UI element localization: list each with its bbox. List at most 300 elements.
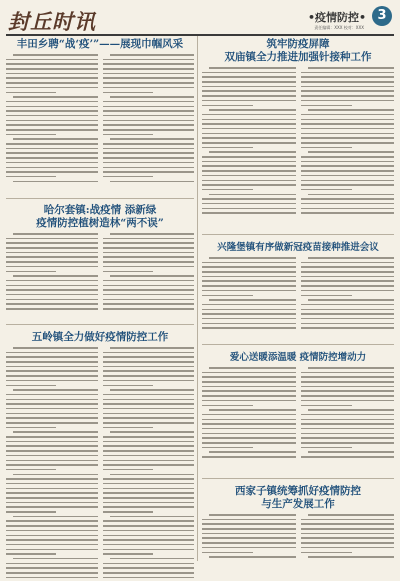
text-line	[6, 483, 98, 485]
text-line	[6, 110, 98, 112]
text-line	[202, 208, 296, 210]
text-line	[301, 381, 395, 383]
text-line	[301, 184, 395, 186]
text-line	[209, 556, 295, 558]
article-xinglongbao	[202, 239, 394, 341]
text-line	[301, 290, 395, 292]
text-line	[6, 502, 98, 504]
text-line	[6, 361, 98, 363]
text-line	[202, 395, 296, 397]
text-line	[103, 87, 195, 89]
text-line	[110, 275, 194, 277]
text-line	[202, 142, 296, 144]
text-line	[301, 266, 395, 268]
text-line	[6, 101, 98, 103]
text-line	[103, 124, 195, 126]
text-line	[6, 120, 98, 122]
text-line	[202, 381, 296, 383]
text-line	[6, 308, 98, 310]
text-line	[110, 138, 194, 140]
text-line	[6, 366, 98, 368]
article-body	[202, 257, 394, 332]
text-line	[202, 271, 296, 273]
article-divider	[202, 344, 394, 345]
article-divider	[202, 234, 394, 235]
text-line	[202, 212, 296, 214]
text-line	[103, 280, 195, 282]
text-line	[301, 442, 395, 444]
text-line	[6, 59, 98, 61]
text-line	[103, 502, 195, 504]
text-line	[209, 299, 295, 301]
text-line	[202, 161, 296, 163]
text-line	[103, 110, 195, 112]
article-headline: 五岭镇全力做好疫情防控工作	[31, 331, 169, 343]
text-line	[202, 189, 253, 191]
text-line	[202, 313, 296, 315]
text-line	[6, 266, 98, 268]
text-line	[6, 370, 98, 372]
text-line	[301, 304, 395, 306]
text-line	[6, 441, 98, 443]
text-line	[301, 400, 395, 402]
text-line	[13, 558, 97, 560]
text-line	[6, 535, 98, 537]
text-line	[6, 413, 98, 415]
text-line	[301, 100, 395, 102]
text-line	[301, 419, 395, 421]
text-line	[6, 176, 56, 178]
article-headline	[6, 204, 194, 230]
text-line	[103, 385, 153, 387]
text-line	[301, 295, 352, 297]
text-line	[301, 519, 395, 521]
text-line	[6, 82, 98, 84]
section-label: •疫情防控•	[307, 11, 366, 24]
text-line	[202, 386, 296, 388]
text-line	[103, 73, 195, 75]
text-line	[308, 367, 394, 369]
text-line	[103, 171, 195, 173]
text-line	[6, 408, 98, 410]
text-line	[103, 266, 195, 268]
text-line	[6, 129, 98, 131]
text-line	[301, 133, 395, 135]
headline-line: 哈尔套镇:战疫情 添新绿	[43, 204, 157, 216]
text-line	[103, 488, 195, 490]
text-line	[103, 134, 153, 136]
text-line	[103, 59, 195, 61]
text-line	[13, 516, 97, 518]
text-line	[103, 242, 195, 244]
text-line	[301, 437, 395, 439]
text-line	[6, 422, 98, 424]
text-line	[6, 148, 98, 150]
text-line	[301, 433, 395, 435]
text-line	[301, 428, 395, 430]
text-line	[209, 109, 295, 111]
text-line	[103, 413, 195, 415]
text-line	[103, 572, 195, 574]
text-line	[6, 572, 98, 574]
text-line	[6, 455, 98, 457]
text-line	[301, 537, 395, 539]
text-line	[6, 375, 98, 377]
text-line	[202, 156, 296, 158]
text-line	[202, 203, 296, 205]
text-line	[103, 492, 195, 494]
text-line	[6, 469, 56, 471]
text-line	[202, 72, 296, 74]
text-line	[209, 409, 295, 411]
text-line	[6, 115, 98, 117]
text-line	[301, 137, 395, 139]
text-line	[110, 181, 194, 183]
text-line	[6, 563, 98, 565]
text-line	[301, 395, 395, 397]
text-line	[6, 460, 98, 462]
text-line	[110, 431, 194, 433]
text-line	[301, 528, 395, 530]
text-line	[103, 544, 195, 546]
article-headline: 丰田乡聘“战‘疫’”——展现巾帼风采	[16, 38, 184, 50]
text-line	[202, 295, 253, 297]
text-line	[103, 82, 195, 84]
text-line	[103, 408, 195, 410]
text-line	[202, 100, 296, 102]
text-line	[301, 271, 395, 273]
text-line	[202, 266, 296, 268]
text-line	[103, 106, 195, 108]
text-line	[202, 184, 296, 186]
article-divider	[6, 198, 194, 199]
text-line	[202, 542, 296, 544]
text-line	[6, 356, 98, 358]
text-line	[6, 394, 98, 396]
text-line	[103, 162, 195, 164]
text-line	[110, 389, 194, 391]
article-xijiazi	[202, 483, 394, 563]
text-line	[6, 106, 98, 108]
text-line	[301, 114, 395, 116]
text-line	[103, 271, 153, 273]
text-line	[202, 552, 253, 554]
headline-line: 西家子镇统筹抓好疫情防控	[235, 485, 361, 497]
article-body	[6, 233, 194, 313]
text-line	[6, 530, 98, 532]
text-line	[6, 252, 98, 254]
text-line	[103, 252, 195, 254]
text-line	[301, 147, 352, 149]
text-line	[6, 385, 56, 387]
text-line	[301, 318, 395, 320]
text-line	[301, 547, 395, 549]
text-line	[103, 539, 195, 541]
text-line	[103, 535, 195, 537]
text-line	[103, 455, 195, 457]
text-line	[110, 516, 194, 518]
text-line	[103, 63, 195, 65]
text-line	[6, 68, 98, 70]
text-line	[202, 447, 253, 449]
text-line	[6, 450, 98, 452]
text-line	[103, 308, 195, 310]
text-line	[103, 577, 195, 579]
text-line	[301, 76, 395, 78]
text-line	[202, 376, 296, 378]
text-line	[103, 361, 195, 363]
text-line	[301, 189, 352, 191]
text-line	[103, 238, 195, 240]
text-line	[103, 380, 195, 382]
text-line	[13, 431, 97, 433]
text-line	[13, 389, 97, 391]
text-line	[202, 419, 296, 421]
text-line	[202, 533, 296, 535]
text-line	[103, 511, 153, 513]
article-fengtian	[6, 36, 194, 196]
text-line	[6, 280, 98, 282]
article-body	[6, 347, 194, 581]
text-line	[202, 128, 296, 130]
text-line	[6, 464, 98, 466]
text-line	[6, 488, 98, 490]
text-line	[103, 129, 195, 131]
text-line	[301, 376, 395, 378]
article-body	[202, 514, 394, 561]
text-line	[202, 105, 253, 107]
text-line	[6, 553, 56, 555]
text-line	[209, 194, 295, 196]
text-line	[6, 539, 98, 541]
text-line	[6, 478, 98, 480]
text-line	[209, 151, 295, 153]
text-line	[103, 247, 195, 249]
text-line	[301, 390, 395, 392]
text-line	[301, 90, 395, 92]
text-line	[202, 537, 296, 539]
text-line	[103, 525, 195, 527]
text-line	[103, 148, 195, 150]
text-line	[6, 77, 98, 79]
text-line	[6, 256, 98, 258]
text-line	[103, 294, 195, 296]
text-line	[6, 427, 56, 429]
text-line	[202, 81, 296, 83]
article-divider	[6, 324, 194, 325]
text-line	[301, 161, 395, 163]
text-line	[301, 414, 395, 416]
text-line	[301, 262, 395, 264]
text-line	[202, 327, 296, 329]
text-line	[103, 553, 153, 555]
text-line	[301, 386, 395, 388]
text-line	[301, 203, 395, 205]
text-line	[301, 212, 395, 214]
text-line	[103, 478, 195, 480]
text-line	[202, 180, 296, 182]
text-line	[202, 147, 253, 149]
text-line	[6, 511, 56, 513]
text-line	[202, 119, 296, 121]
text-line	[301, 552, 352, 554]
text-line	[13, 474, 97, 476]
text-line	[6, 152, 98, 154]
text-line	[103, 356, 195, 358]
text-line	[103, 436, 195, 438]
text-line	[110, 474, 194, 476]
text-line	[308, 451, 394, 453]
text-line	[301, 142, 395, 144]
text-line	[6, 167, 98, 169]
text-line	[103, 299, 195, 301]
text-line	[202, 456, 296, 458]
article-aixin	[202, 349, 394, 475]
text-line	[6, 520, 98, 522]
text-line	[202, 262, 296, 264]
text-line	[110, 54, 194, 56]
text-line	[6, 157, 98, 159]
article-headline: 爱心送暖添温暖 疫情防控增动力	[229, 352, 367, 363]
text-line	[13, 347, 97, 349]
text-line	[301, 170, 395, 172]
text-line	[301, 405, 352, 407]
text-line	[202, 90, 296, 92]
text-line	[301, 372, 395, 374]
text-line	[6, 92, 56, 94]
text-line	[103, 450, 195, 452]
text-line	[103, 427, 153, 429]
text-line	[6, 247, 98, 249]
article-haertao	[6, 202, 194, 320]
text-line	[13, 275, 97, 277]
headline-line: 疫情防控植树造林“两不误”	[36, 217, 164, 229]
text-line	[308, 67, 394, 69]
text-line	[202, 323, 296, 325]
text-line	[301, 95, 395, 97]
article-wuling	[6, 329, 194, 559]
text-line	[301, 313, 395, 315]
text-line	[202, 95, 296, 97]
text-line	[301, 81, 395, 83]
text-line	[103, 483, 195, 485]
text-line	[103, 115, 195, 117]
text-line	[103, 530, 195, 532]
text-line	[103, 101, 195, 103]
headline-line: 与生产发展工作	[261, 498, 335, 510]
text-line	[301, 156, 395, 158]
text-line	[6, 544, 98, 546]
article-shuangmiao	[202, 36, 394, 230]
text-line	[6, 577, 98, 579]
text-line	[13, 54, 97, 56]
article-body	[6, 54, 194, 185]
article-divider	[202, 478, 394, 479]
text-line	[103, 68, 195, 70]
column-divider	[197, 36, 198, 561]
text-line	[6, 124, 98, 126]
text-line	[110, 233, 194, 235]
text-line	[202, 276, 296, 278]
text-line	[308, 409, 394, 411]
text-line	[6, 352, 98, 354]
text-line	[301, 542, 395, 544]
page-number-badge: 3	[372, 6, 392, 26]
text-line	[103, 370, 195, 372]
article-body	[202, 367, 394, 461]
headline-line: 双庙镇全力推进加强针接种工作	[224, 51, 372, 63]
text-line	[103, 464, 195, 466]
text-line	[103, 256, 195, 258]
text-line	[301, 105, 352, 107]
headline-line: 筑牢防疫屏障	[266, 38, 330, 50]
text-line	[103, 303, 195, 305]
text-line	[301, 327, 395, 329]
text-line	[202, 318, 296, 320]
text-line	[103, 77, 195, 79]
text-line	[308, 151, 394, 153]
text-line	[6, 497, 98, 499]
text-line	[103, 417, 195, 419]
text-line	[202, 523, 296, 525]
text-line	[202, 198, 296, 200]
text-line	[6, 261, 98, 263]
text-line	[202, 137, 296, 139]
text-line	[202, 170, 296, 172]
text-line	[6, 417, 98, 419]
text-line	[209, 67, 295, 69]
text-line	[6, 238, 98, 240]
text-line	[110, 347, 194, 349]
text-line	[301, 323, 395, 325]
text-line	[6, 436, 98, 438]
text-line	[6, 567, 98, 569]
text-line	[103, 563, 195, 565]
text-line	[103, 422, 195, 424]
text-line	[301, 285, 395, 287]
text-line	[110, 96, 194, 98]
right-column	[202, 36, 394, 561]
text-line	[209, 451, 295, 453]
text-line	[301, 208, 395, 210]
text-line	[103, 399, 195, 401]
text-line	[6, 445, 98, 447]
text-line	[202, 519, 296, 521]
text-line	[103, 469, 153, 471]
text-line	[301, 423, 395, 425]
text-line	[103, 120, 195, 122]
text-line	[13, 96, 97, 98]
text-line	[301, 280, 395, 282]
text-line	[202, 304, 296, 306]
text-line	[209, 514, 295, 516]
text-line	[110, 558, 194, 560]
article-body	[202, 67, 394, 217]
masthead: 封丘时讯	[8, 9, 96, 34]
article-headline	[202, 485, 394, 511]
text-line	[6, 63, 98, 65]
text-line	[202, 400, 296, 402]
text-line	[202, 414, 296, 416]
text-line	[301, 175, 395, 177]
text-line	[202, 372, 296, 374]
text-line	[301, 180, 395, 182]
text-line	[6, 242, 98, 244]
text-line	[308, 556, 394, 558]
text-line	[6, 299, 98, 301]
text-line	[301, 533, 395, 535]
text-line	[6, 285, 98, 287]
